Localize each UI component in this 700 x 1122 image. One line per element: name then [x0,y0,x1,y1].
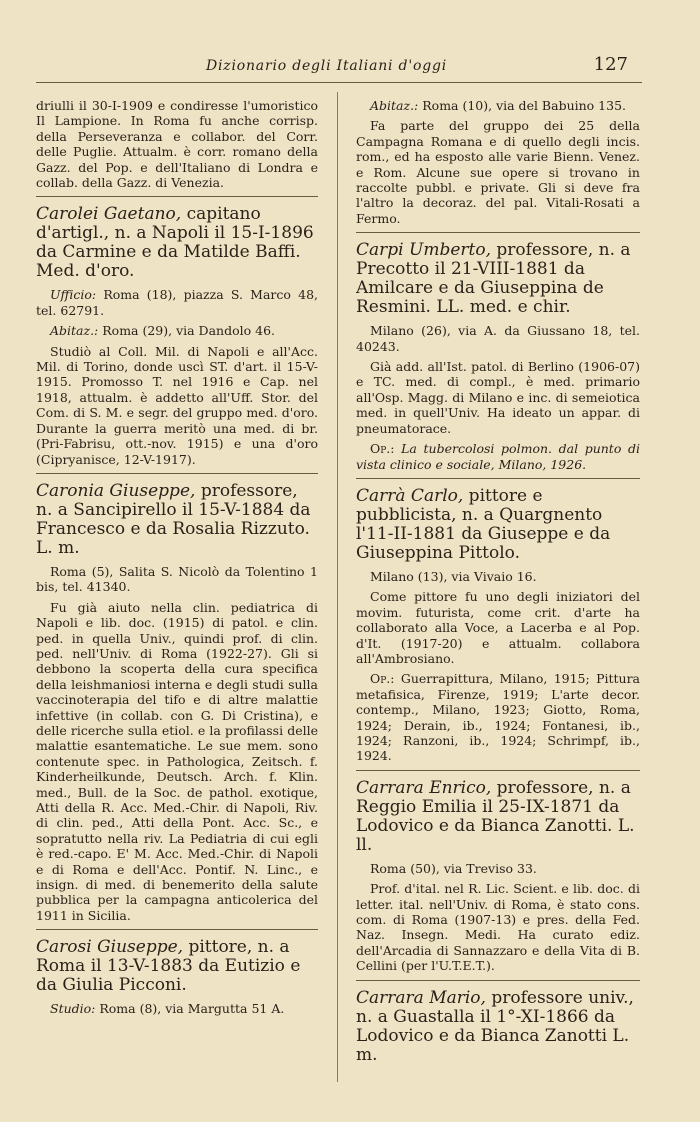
entry-summary: professore, n. a Reggio Emilia il 25-IX-1871 da Lodovico e da Bianca Zanotti. L. ll. [356,777,635,855]
right-column [356,98,640,1071]
entry-separator [356,770,640,771]
entry-biography: Già add. all'Ist. patol. di Berlino (1906-07) e TC. med. di compl., è med. primario all'Osp. Magg. di Milano e inc. di semeiotica med. in quell'Univ. Ha ideato un appar. di pneumatorace. [356,359,640,436]
field-label: Ufficio: [50,287,97,303]
entry-separator [356,232,640,233]
entry-summary: professore, n. a Sancipirello il 15-V-1884 da Francesco e da Rosalia Rizzuto. L. m. [36,480,311,558]
field-value: Roma (8), via Margutta 51 A. [95,1001,285,1017]
left-column [36,98,318,1022]
entry-home [356,98,640,113]
field-value: La tubercolosi polmon. dal punto di vista clinico e sociale, Milano, 1926. [356,441,640,472]
field-value: Roma (10), via del Babuino 135. [418,98,627,113]
entry-heading-carosi [36,938,318,995]
entry-name: Carrara Enrico, [356,777,492,798]
entry-biography: Fu già aiuto nella clin. pediatrica di Napoli e lib. doc. (1915) di patol. e clin. ped. in quella Univ., quindi prof. di clin. ped. nell'Univ. di Roma (1922-27). Gli si debbono la scoperta della cura specifica della leishmaniosi interna e degli studi sulla vaccinoterapia del tifo e di altre malattie infettive (in collab. con G. Di Cristina), e delle ricerche sulla etiol. e la profilassi delle malattie esantematiche. Le sue mem. sono contenute spec. in Pathologica, Zeitsch. f. Kinderheilkunde, Deutsch. Arch. f. Klin. med., Bull. de la Soc. de pathol. exotique, Atti della R. Acc. Med.-Chir. di Napoli, Riv. di clin. ped., Atti della Pont. Acc. Sc., e sopratutto nella riv. La Pediatria di cui egli è red.-capo. E' M. Acc. Med.-Chir. di Napoli e di Roma e dell'Acc. Pontif. N. Linc., e insign. di med. di benemerito della salute pubblica per la campagna anticolerica del 1911 in Sicilia. [36,599,318,923]
entry-studio [36,1001,318,1016]
entry-address: Milano (26), via A. da Giussano 18, tel. 40243. [356,323,640,354]
entry-separator [36,929,318,930]
column-separator [337,92,338,1082]
entry-name: Carosi Giuseppe, [36,937,184,958]
header-rule [36,82,642,83]
entry-address: Milano (13), via Vivaio 16. [370,568,537,584]
entry-works [356,671,640,763]
entry-heading-caronia [36,482,318,558]
entry-home [36,323,318,338]
field-value: Guerrapittura, Milano, 1915; Pittura metafisica, Firenze, 1919; L'arte decor. contemp., Milano, 1923; Giotto, Roma, 1924; Derain, ib., 1924; Fontanesi, ib., 1924; Ranzoni, ib., 1924; Schrimpf, ib., 1924. [356,671,640,764]
entry-summary: capitano d'artigl., n. a Napoli il 15-I-1896 da Carmine e da Matilde Baffi. Med. d'oro. [36,204,314,282]
running-header [36,56,628,80]
running-title: Dizionario degli Italiani d'oggi [206,58,447,74]
entry-works [356,441,640,472]
field-label: Op.: [370,441,395,457]
field-label: Studio: [50,1001,96,1017]
entry-summary: pittore e pubblicista, n. a Quargnento l'11-II-1881 da Giuseppe e da Giuseppina Pittolo. [356,485,611,563]
entry-separator [36,473,318,474]
entry-biography: Prof. d'ital. nel R. Lic. Scient. e lib. doc. di letter. ital. nell'Univ. di Roma, è stato cons. com. di Roma (1907-13) e pres. della Fed. Naz. Insegn. Medi. Ha curato ediz. dell'Arcadia di Sannazzaro e della Vita di B. Cellini (per l'U.T.E.T.). [356,881,640,974]
field-label: Op.: [370,671,395,687]
entry-biography: Studiò al Coll. Mil. di Napoli e all'Acc. Mil. di Torino, donde uscì ST. d'art. il 15-V-1915. Promosso T. nel 1916 e Cap. nel 1918, attualm. è addetto all'Uff. Stor. del Com. di S. M. e segr. del gruppo med. d'oro. Durante la guerra meritò una med. di br. (Pri-Fabrisu, ott.-nov. 1915) e una d'oro (Cipryanisce, 12-V-1917). [36,343,318,467]
entry-separator [356,478,640,479]
entry-address: Roma (50), via Treviso 33. [370,860,537,876]
entry-name: Carpi Umberto, [356,240,491,261]
entry-separator [356,980,640,981]
entry-summary: pittore, n. a Roma il 13-V-1883 da Eutizio e da Giulia Picconi. [36,937,301,996]
entry-heading-carra [356,487,640,563]
entry-biography: Come pittore fu uno degli iniziatori del movim. futurista, come crit. d'arte ha collaborato alla Voce, a Lacerba e al Pop. d'It. (1917-20) e attualm. collabora all'Ambrosiano. [356,589,640,666]
entry-heading-carolei [36,205,318,281]
entry-name: Carolei Gaetano, [36,204,182,225]
entry-summary: professore univ., n. a Guastalla il 1°-XI-1866 da Lodovico e da Bianca Zanotti L. m. [356,987,634,1065]
entry-heading-carrara-enrico [356,779,640,855]
page-number: 127 [593,54,628,75]
field-value: Roma (18), piazza S. Marco 48, tel. 62791. [36,287,318,318]
entry-name: Caronia Giuseppe, [36,480,196,501]
field-label: Abitaz.: [50,323,99,339]
entry-biography: Fa parte del gruppo dei 25 della Campagna Romana e di quello degli incis. rom., ed ha esposto alle varie Bienn. Venez. e Rom. Alcune sue opere si trovano in raccolte pubbl. e private. Gli si deve fra l'altro la decoraz. del pal. Vitali-Rosati a Fermo. [356,118,640,226]
field-value: Roma (29), via Dandolo 46. [98,323,275,339]
entry-summary: professore, n. a Precotto il 21-VIII-1881 da Amilcare e da Giuseppina de Resmini. LL. med. e chir. [356,240,631,318]
entry-name: Carrara Mario, [356,987,486,1008]
entry-heading-carpi [356,241,640,317]
entry-name: Carrà Carlo, [356,485,464,506]
entry-heading-carrara-mario [356,989,640,1065]
entry-continuation: driulli il 30-I-1909 e condiresse l'umoristico Il Lampione. In Roma fu anche corrisp. della Perseveranza e collabor. del Corr. delle Puglie. Attualm. è corr. romano della Gazz. del Pop. e dell'Italiano di Londra e collab. della Gazz. di Venezia. [36,98,318,191]
entry-office [36,287,318,318]
field-label: Abitaz.: [370,98,419,113]
entry-address: Roma (5), Salita S. Nicolò da Tolentino 1 bis, tel. 41340. [36,563,318,595]
entry-separator [36,196,318,197]
